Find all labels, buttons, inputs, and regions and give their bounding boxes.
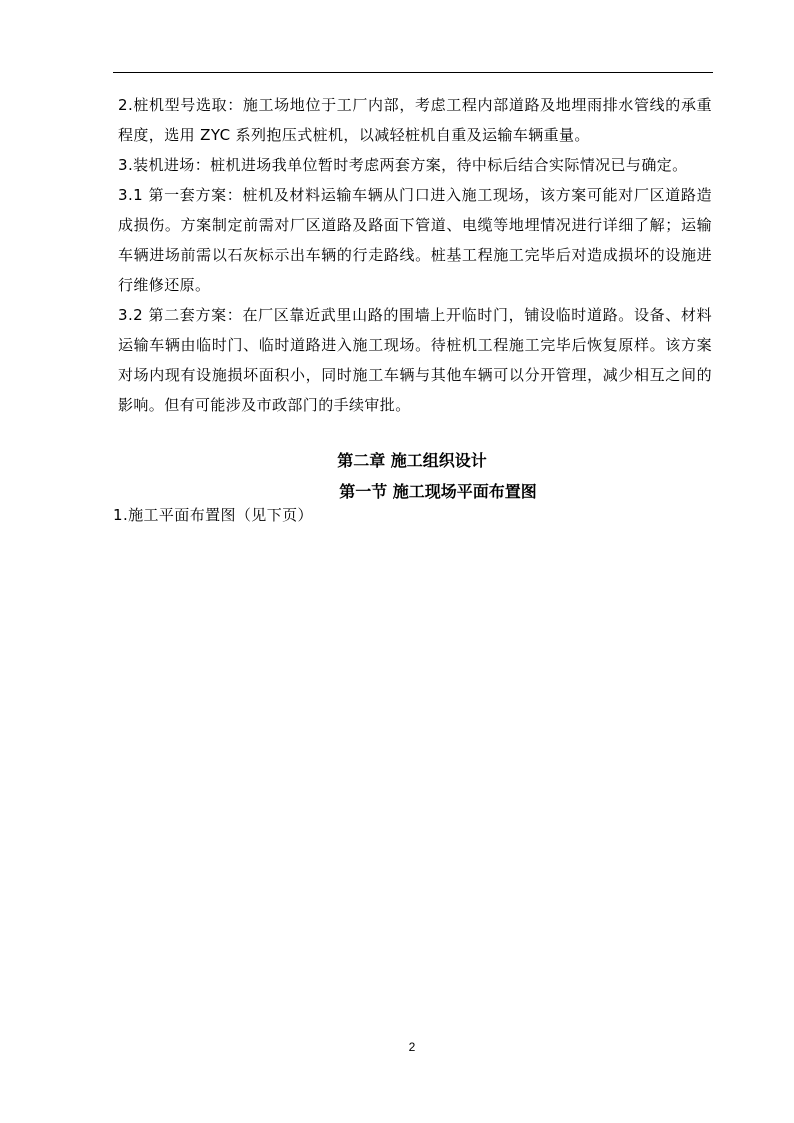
paragraph-plan-one: 3.1 第一套方案：桩机及材料运输车辆从门口进入施工现场，该方案可能对厂区道路造成损伤。方案制定前需对厂区道路及路面下管道、电缆等地埋情况进行详细了解；运输车辆进场前需以石灰标示出车辆的行走路线。桩基工程施工完毕后对造成损坏的设施进行维修还原。 (118, 186, 712, 294)
paragraph-machine-entry: 3.装机进场：桩机进场我单位暂时考虑两套方案，待中标后结合实际情况已与确定。 (118, 156, 688, 174)
paragraph-pile-model: 2.桩机型号选取：施工场地位于工厂内部，考虑工程内部道路及地埋雨排水管线的承重程度，选用 ZYC 系列抱压式桩机，以减轻桩机自重及运输车辆重量。 (118, 96, 712, 144)
paragraph-plan-two: 3.2 第二套方案：在厂区靠近武里山路的围墙上开临时门，铺设临时道路。设备、材料运输车辆由临时门、临时道路进入施工现场。待桩机工程施工完毕后恢复原样。该方案对场内现有设施损坏面积小，同时施工车辆与其他车辆可以分开管理，减少相互之间的影响。但有可能涉及市政部门的手续审批。 (118, 306, 712, 414)
chapter-title: 第二章 施工组织设计 (337, 451, 487, 470)
site-layout-item: 1.施工平面布置图（见下页） (113, 506, 313, 524)
page-number: 2 (408, 1040, 416, 1054)
body-text (118, 90, 712, 420)
header-rule (113, 72, 713, 73)
section-title: 第一节 施工现场平面布置图 (339, 482, 537, 501)
